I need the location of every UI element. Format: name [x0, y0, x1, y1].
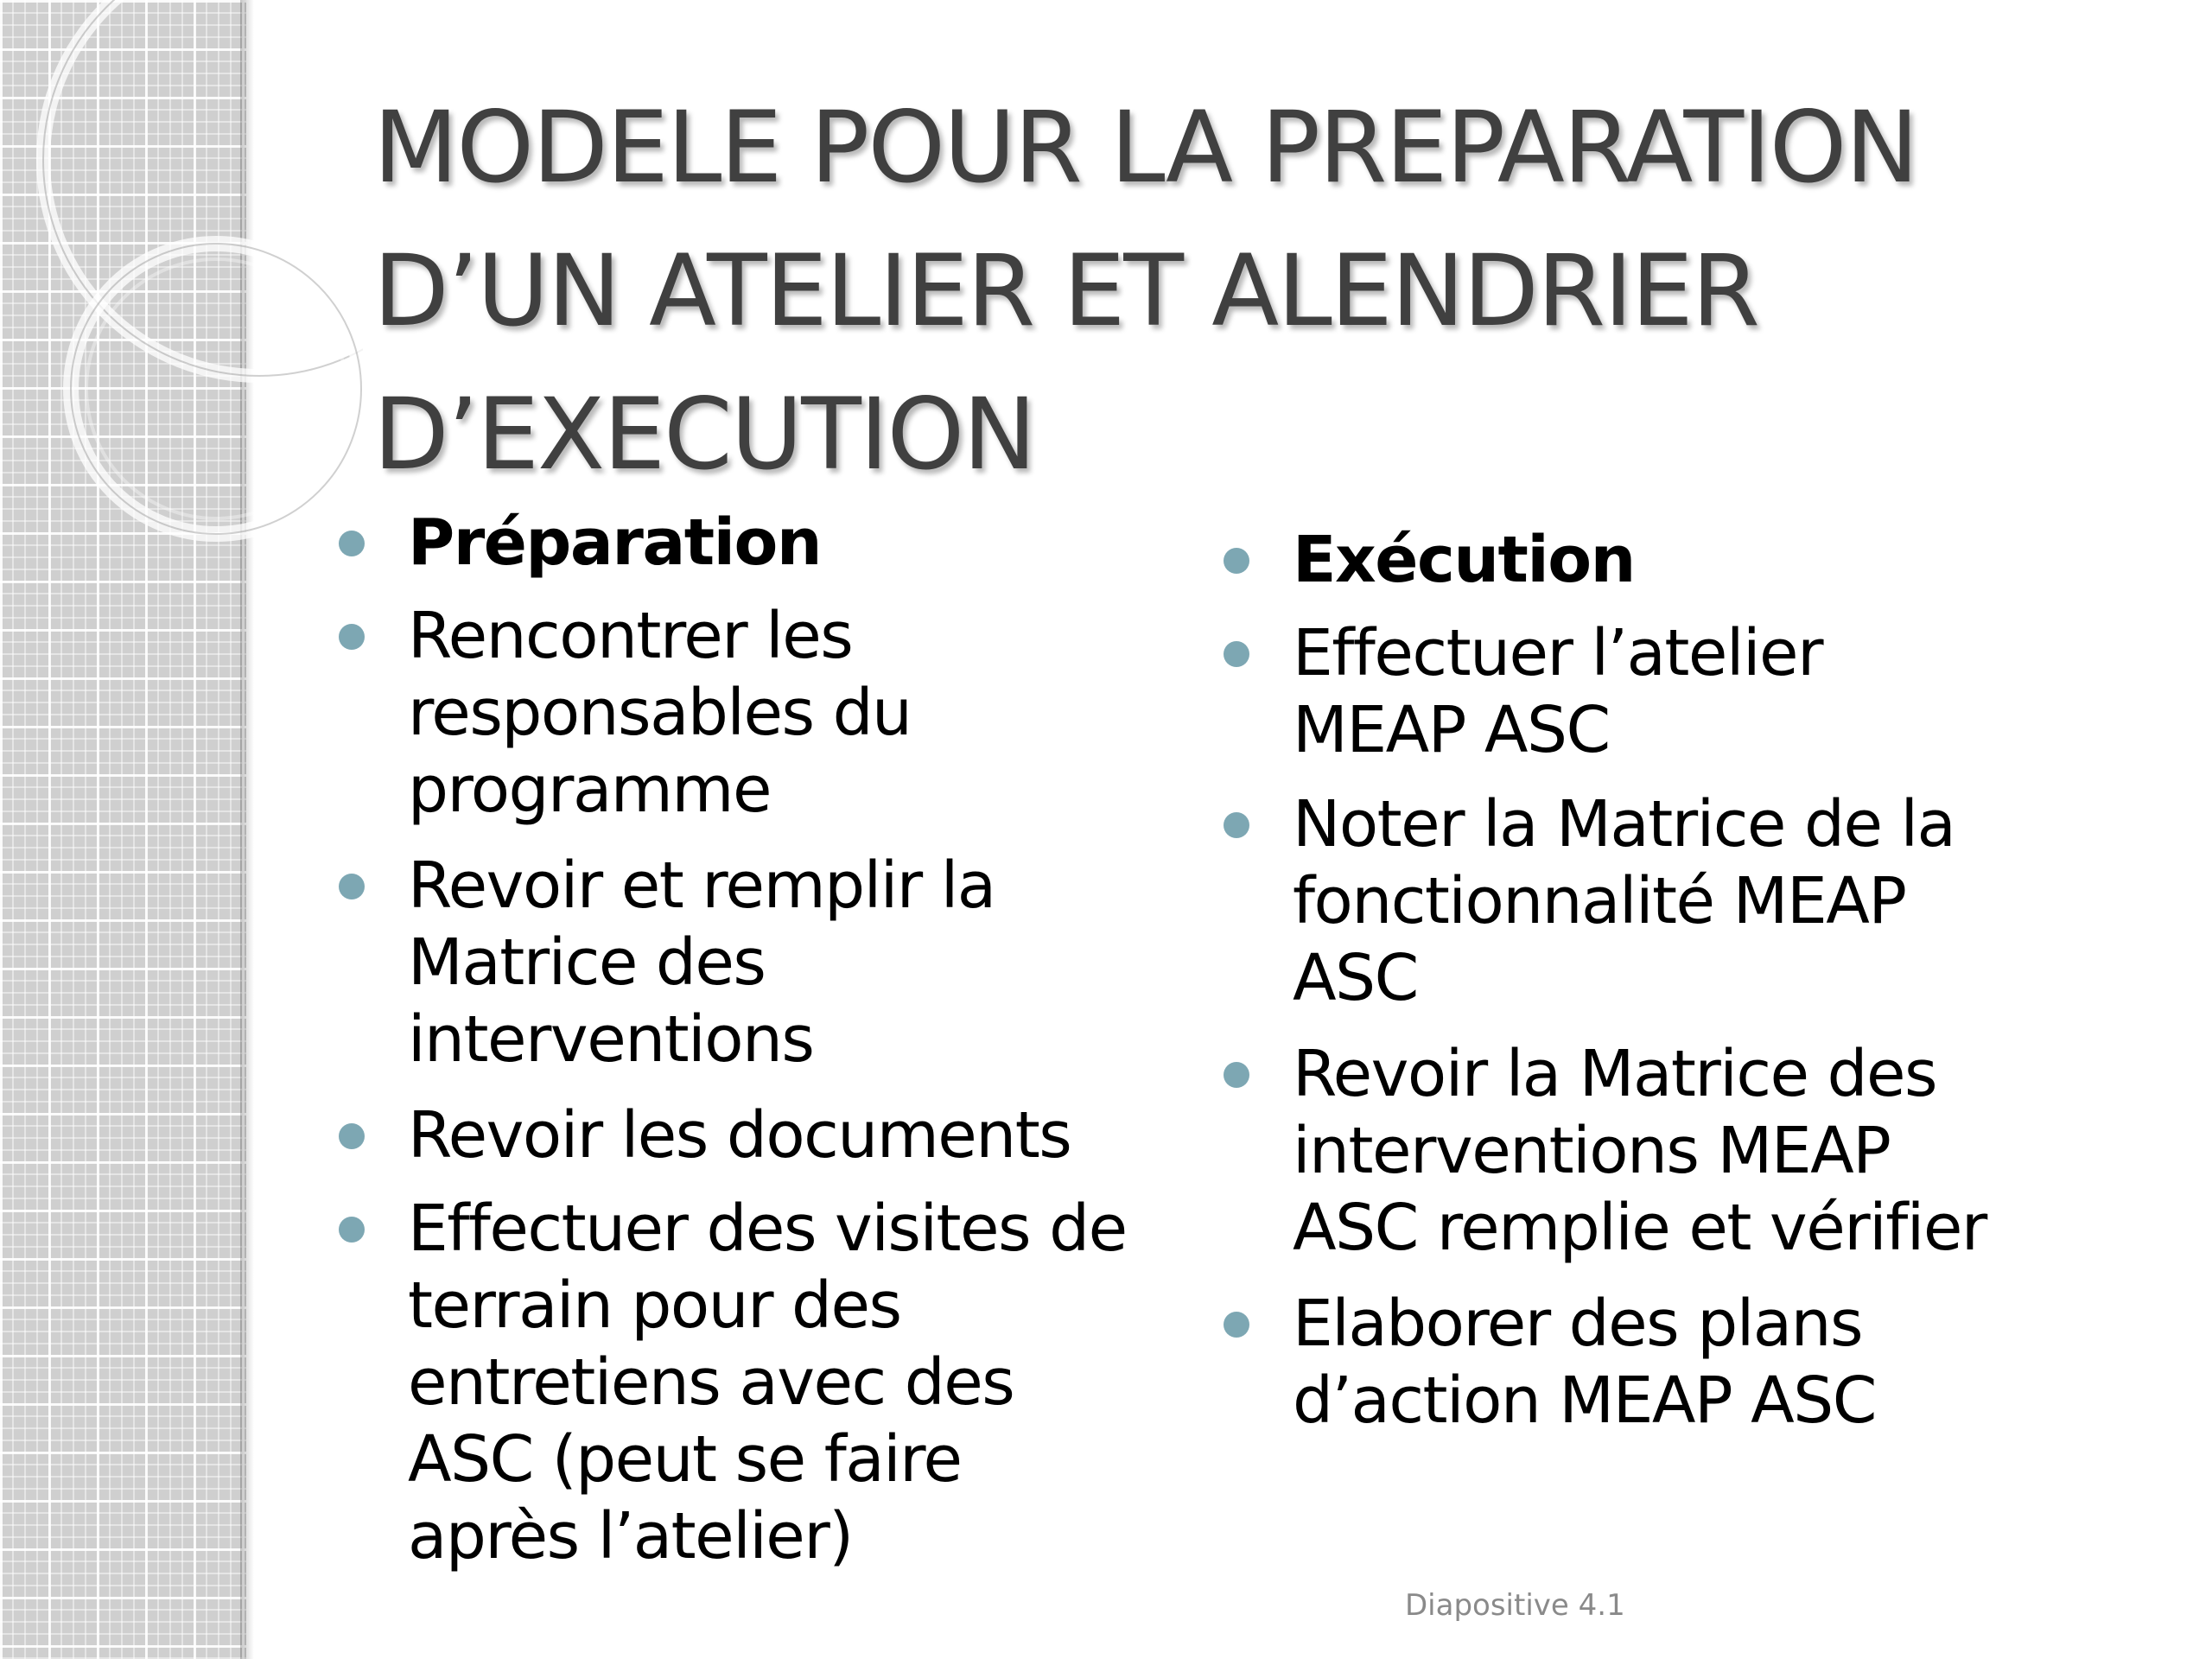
- item-line: Rencontrer les: [408, 599, 853, 673]
- bullet-dot-icon: [1224, 1062, 1249, 1088]
- slide-title: [373, 76, 2101, 506]
- item-line: d’action MEAP ASC: [1293, 1363, 1876, 1438]
- item-line: ASC (peut se faire: [408, 1422, 962, 1497]
- title-line-1: MODELE POUR LA PREPARATION: [373, 90, 1917, 205]
- rings-decoration: [0, 0, 363, 553]
- item-line: fonctionnalité MEAP: [1293, 864, 1906, 938]
- bullet-dot-icon: [339, 1217, 365, 1243]
- item-line: interventions MEAP: [1293, 1114, 1891, 1188]
- bullet-dot-icon: [1224, 1312, 1249, 1338]
- bullet-dot-icon: [1224, 812, 1249, 838]
- item-line: terrain pour des: [408, 1268, 901, 1343]
- bullet-dot-icon: [339, 531, 365, 556]
- item-line: Effectuer des visites de: [408, 1192, 1127, 1266]
- bullet-dot-icon: [339, 624, 365, 650]
- slide-number-footer: Diapositive 4.1: [1405, 1588, 1625, 1623]
- title-line-3: D’EXECUTION: [373, 377, 1035, 492]
- item-line: Noter la Matrice de la: [1293, 787, 1955, 861]
- item-line: programme: [408, 753, 771, 827]
- bullet-dot-icon: [339, 1123, 365, 1149]
- item-line: entretiens avec des: [408, 1345, 1014, 1420]
- item-line: responsables du: [408, 676, 912, 750]
- bullet-dot-icon: [1224, 641, 1249, 667]
- item-line: Matrice des: [408, 925, 766, 1000]
- left-heading: Préparation: [408, 505, 822, 580]
- item-line: Revoir et remplir la: [408, 849, 995, 923]
- item-line: ASC: [1293, 941, 1418, 1015]
- item-line: interventions: [408, 1002, 814, 1077]
- bullet-dot-icon: [1224, 548, 1249, 574]
- item-line: MEAP ASC: [1293, 693, 1610, 767]
- item-line: ASC remplie et vérifier: [1293, 1191, 1986, 1265]
- item-line: Effectuer l’atelier: [1293, 616, 1823, 690]
- item-line: Revoir les documents: [408, 1098, 1071, 1173]
- item-line: Elaborer des plans: [1293, 1287, 1863, 1361]
- title-line-2: D’UN ATELIER ET ALENDRIER: [373, 233, 1758, 348]
- item-line: Revoir la Matrice des: [1293, 1037, 1937, 1111]
- bullet-dot-icon: [339, 874, 365, 899]
- right-heading: Exécution: [1293, 523, 1635, 597]
- item-line: après l’atelier): [408, 1499, 853, 1573]
